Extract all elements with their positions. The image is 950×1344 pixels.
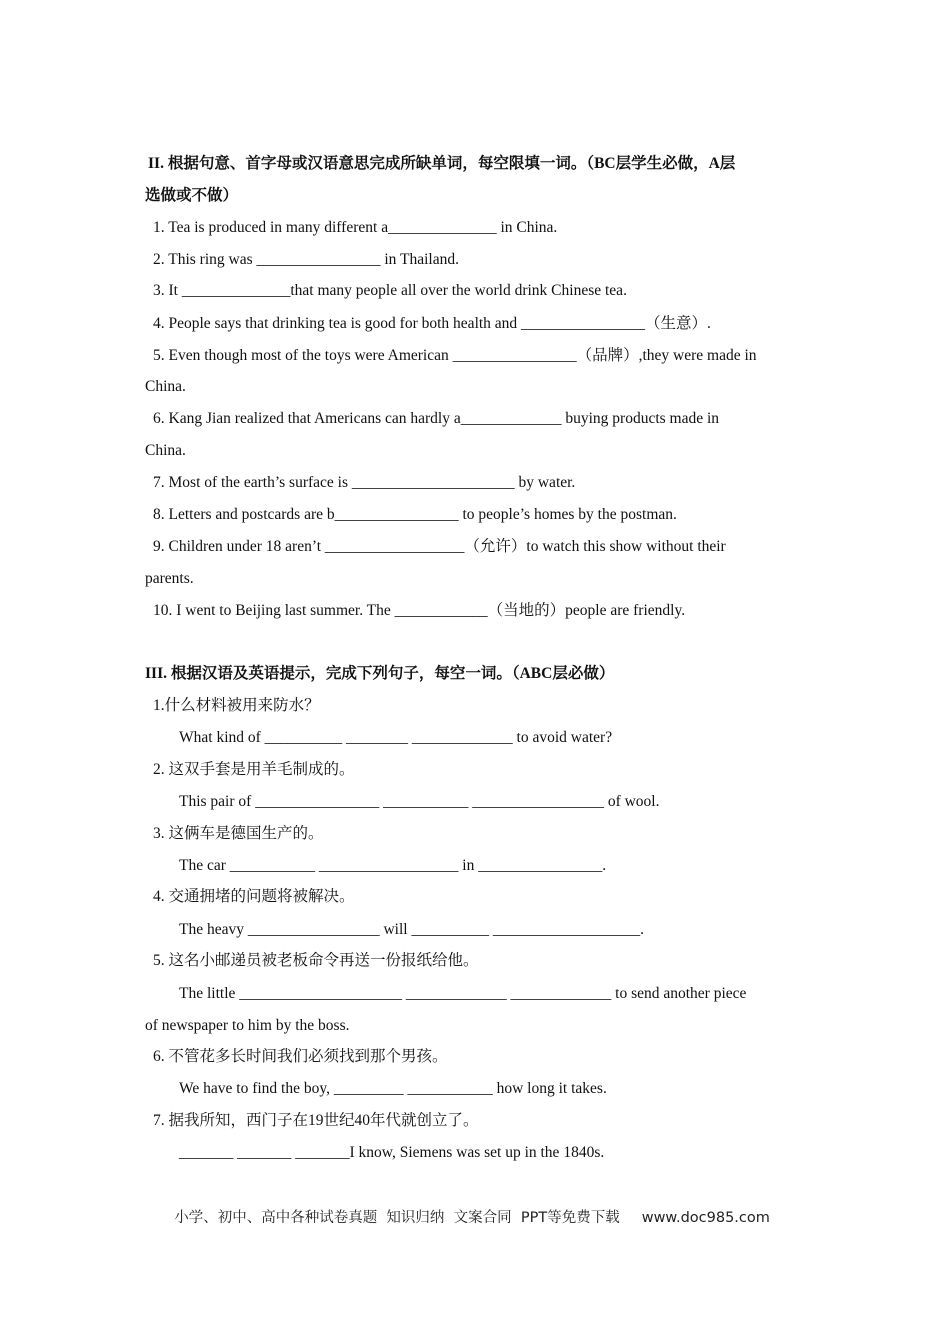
question-3-6-chinese: 6. 不管花多长时间我们必须找到那个男孩。	[153, 1048, 448, 1065]
question-3-7-chinese: 7. 据我所知，西门子在19世纪40年代就创立了。	[153, 1112, 479, 1129]
section2-heading-line2: 选做或不做）	[145, 187, 239, 204]
question-2-9-line1: 9. Children under 18 aren’t __________________（允许）to watch this show without their	[153, 538, 726, 555]
question-2-5-line1: 5. Even though most of the toys were American ________________（品牌）,they were made in	[153, 347, 757, 364]
question-3-4-english: The heavy _________________ will __________ ___________________.	[179, 921, 644, 938]
question-2-6-line2: China.	[145, 442, 186, 459]
footer-url[interactable]: www.doc985.com	[641, 1210, 770, 1226]
question-3-5-english-line2: of newspaper to him by the boss.	[145, 1017, 350, 1034]
question-2-1: 1. Tea is produced in many different a______________ in China.	[153, 219, 558, 236]
question-2-4: 4. People says that drinking tea is good for both health and ________________（生意）.	[153, 315, 711, 332]
question-3-3-english: The car ___________ __________________ in ________________.	[179, 857, 607, 874]
question-3-1-english: What kind of __________ ________ _____________ to avoid water?	[179, 729, 613, 746]
page-footer	[165, 1190, 770, 1227]
section3-heading: III. 根据汉语及英语提示，完成下列句子，每空一词。（ABC层必做）	[145, 665, 615, 682]
question-2-6-line1: 6. Kang Jian realized that Americans can hardly a_____________ buying products made in	[153, 410, 720, 427]
question-2-5-line2: China.	[145, 378, 186, 395]
question-2-3: 3. It ______________that many people all over the world drink Chinese tea.	[153, 282, 627, 299]
question-2-7: 7. Most of the earth’s surface is _____________________ by water.	[153, 474, 576, 491]
question-3-5-chinese: 5. 这名小邮递员被老板命令再送一份报纸给他。	[153, 952, 479, 969]
question-3-4-chinese: 4. 交通拥堵的问题将被解决。	[153, 888, 355, 905]
question-2-2: 2. This ring was ________________ in Thailand.	[153, 251, 459, 268]
footer-text: 小学、初中、高中各种试卷真题 知识归纳 文案合同 PPT等免费下载	[174, 1210, 620, 1226]
question-3-6-english: We have to find the boy, _________ ___________ how long it takes.	[179, 1080, 607, 1097]
question-3-7-english: _______ _______ _______I know, Siemens was set up in the 1840s.	[179, 1144, 605, 1161]
section2-heading-line1: II. 根据句意、首字母或汉语意思完成所缺单词，每空限填一词。（BC层学生必做，A层	[148, 155, 736, 172]
question-2-8: 8. Letters and postcards are b________________ to people’s homes by the postman.	[153, 506, 677, 523]
question-3-3-chinese: 3. 这俩车是德国生产的。	[153, 825, 324, 842]
question-3-2-english: This pair of ________________ ___________ _________________ of wool.	[179, 793, 660, 810]
question-2-10: 10. I went to Beijing last summer. The ____________（当地的）people are friendly.	[153, 602, 686, 619]
question-3-5-english-line1: The little _____________________ _____________ _____________ to send another piece	[179, 985, 747, 1002]
question-3-1-chinese: 1.什么材料被用来防水？	[153, 697, 320, 714]
question-2-9-line2: parents.	[145, 570, 194, 587]
question-3-2-chinese: 2. 这双手套是用羊毛制成的。	[153, 761, 355, 778]
